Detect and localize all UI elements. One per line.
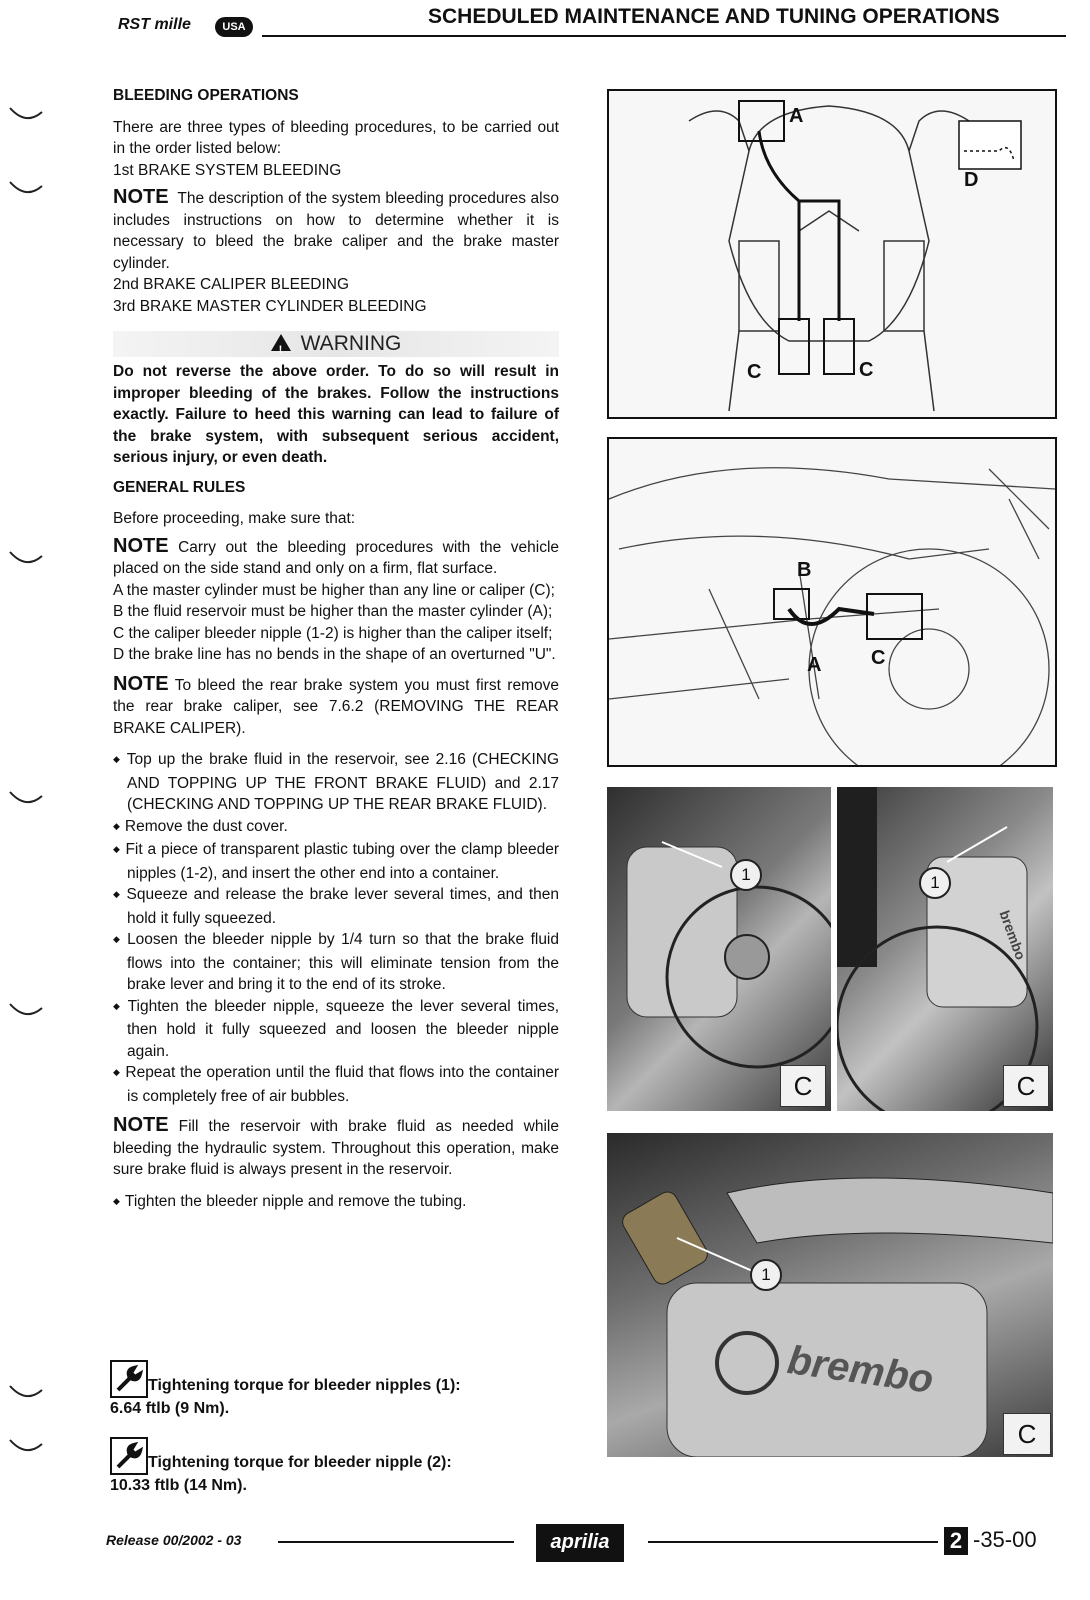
torque-2-value: 10.33 ftlb (14 Nm).: [110, 1477, 247, 1494]
bullet-item: ◆ Repeat the operation until the fluid that flows into the container is completely free of air bubbles.: [113, 1062, 559, 1107]
callout-1: 1: [750, 1259, 782, 1291]
model-name: RST mille: [118, 16, 191, 33]
note-3: [113, 674, 559, 740]
note-1-text: The description of the system bleeding procedures also includes instructions on how to determine whether it is necessary to bleed the brake caliper and the brake master cylinder.: [113, 190, 559, 272]
callout-1: 1: [919, 867, 951, 899]
torque-spec-1: [110, 1360, 560, 1420]
bullet-item: ◆ Top up the brake fluid in the reservoir, see 2.16 (CHECKING AND TOPPING UP THE FRONT BRAKE FLUID) and 2.17 (CHECKING AND TOPPING UP THE REAR BRAKE FLUID).: [113, 749, 559, 816]
text-column: [113, 85, 559, 1214]
label-c: C: [1003, 1065, 1049, 1107]
warning-label: WARNING: [300, 332, 402, 355]
note-4-text: Fill the reservoir with brake fluid as needed while bleeding the hydraulic system. Throughout this operation, make sure brake fluid is always present in the reservoir.: [113, 1118, 559, 1178]
binding-mark: [8, 550, 44, 568]
torque-1-label: Tightening torque for bleeder nipples (1):: [148, 1377, 461, 1394]
front-motorcycle-drawing: [609, 91, 1055, 417]
heading-bleeding-operations: BLEEDING OPERATIONS: [113, 87, 299, 104]
brand-mark: brembo: [996, 908, 1029, 962]
torque-spec-2: [110, 1437, 560, 1497]
torque-1-value: 6.64 ftlb (9 Nm).: [110, 1400, 230, 1417]
label-d: D: [964, 169, 979, 191]
binding-mark: [8, 1002, 44, 1020]
label-c: C: [1003, 1413, 1051, 1455]
binding-mark: [8, 106, 44, 124]
note-4: [113, 1115, 559, 1181]
label-c: C: [780, 1065, 826, 1107]
bullet-item: ◆ Remove the dust cover.: [113, 816, 559, 840]
label-b: B: [797, 559, 812, 581]
wrench-icon: [110, 1360, 148, 1398]
caliper-left-drawing: [607, 787, 831, 1111]
step-1: 1st BRAKE SYSTEM BLEEDING: [113, 161, 342, 179]
wrench-icon: [110, 1437, 148, 1475]
label-a: A: [789, 105, 804, 127]
figure-front-brake-diagram: [607, 89, 1057, 419]
figure-rear-brake-diagram: [607, 437, 1057, 767]
heading-general-rules: GENERAL RULES: [113, 478, 246, 496]
note-label: NOTE: [113, 534, 169, 557]
footer-rule: [648, 1541, 938, 1543]
note-2: [113, 536, 559, 580]
rear-motorcycle-drawing: [609, 439, 1055, 765]
warning-banner: [113, 331, 559, 357]
note-label: NOTE: [113, 186, 169, 208]
note-label: NOTE: [113, 1114, 169, 1136]
bullet-item: ◆ Loosen the bleeder nipple by 1/4 turn so that the brake fluid flows into the container; this will eliminate tension from the brake lever and bring it to the end of its stroke.: [113, 929, 559, 996]
callout-1: 1: [730, 859, 762, 891]
binding-mark: [8, 790, 44, 808]
bullet-item-last: ◆ Tighten the bleeder nipple and remove the tubing.: [113, 1191, 559, 1215]
region-badge: USA: [215, 17, 253, 37]
rule-b: B the fluid reservoir must be higher than the master cylinder (A);: [113, 603, 553, 620]
photo-front-caliper-right: [837, 787, 1053, 1111]
rear-caliper-drawing: [607, 1133, 1053, 1457]
before-proceeding: Before proceeding, make sure that:: [113, 510, 356, 527]
step-3: 3rd BRAKE MASTER CYLINDER BLEEDING: [113, 297, 427, 315]
note-2-text: Carry out the bleeding procedures with the vehicle placed on the side stand and only on a firm, flat surface.: [113, 538, 560, 577]
section-number: 2: [944, 1527, 968, 1555]
note-3-text: To bleed the rear brake system you must first remove the rear brake caliper, see 7.6.2 (REMOVING THE REAR BRAKE CALIPER).: [113, 676, 559, 737]
torque-2-label: Tightening torque for bleeder nipple (2):: [148, 1454, 452, 1471]
page-title: SCHEDULED MAINTENANCE AND TUNING OPERATIONS: [428, 5, 1000, 28]
label-c: C: [871, 647, 886, 669]
bullet-item: ◆ Squeeze and release the brake lever several times, and then hold it fully squeezed.: [113, 884, 559, 929]
bullet-item: ◆ Tighten the bleeder nipple, squeeze the lever several times, then hold it fully squeezed and loosen the bleeder nipple again.: [113, 996, 559, 1063]
photo-rear-caliper: [607, 1133, 1053, 1457]
brand-logo: aprilia: [536, 1524, 624, 1562]
rule-a: A the master cylinder must be higher than any line or caliper (C);: [113, 581, 555, 599]
note-1: [113, 187, 559, 274]
warning-icon: !: [271, 334, 291, 351]
rule-d: D the brake line has no bends in the shape of an overturned "U".: [113, 646, 556, 663]
release-info: Release 00/2002 - 03: [106, 1532, 242, 1548]
brand-mark: brembo: [784, 1338, 937, 1402]
note-label: NOTE: [113, 672, 169, 695]
label-a: A: [807, 654, 822, 676]
binding-mark: [8, 180, 44, 198]
warning-text: Do not reverse the above order. To do so will result in improper bleeding of the brakes. Follow the instructions exactly. Failure to heed this warning can lead to failure of the brake system, with subsequent serious accident, serious injury, or even death.: [113, 363, 559, 466]
footer-rule: [278, 1541, 514, 1543]
step-2: 2nd BRAKE CALIPER BLEEDING: [113, 276, 350, 293]
header-rule: [262, 35, 1066, 37]
bullet-item: ◆ Fit a piece of transparent plastic tubing over the clamp bleeder nipples (1-2), and insert the other end into a container.: [113, 839, 559, 884]
rule-c: C the caliper bleeder nipple (1-2) is higher than the caliper itself;: [113, 624, 553, 642]
photo-front-caliper-left: [607, 787, 831, 1111]
binding-mark: [8, 1384, 44, 1402]
intro-paragraph: There are three types of bleeding procedures, to be carried out in the order listed below:: [113, 118, 559, 157]
page-number: -35-00: [973, 1527, 1037, 1552]
binding-mark: [8, 1438, 44, 1456]
label-c-right: C: [859, 359, 874, 381]
label-c-left: C: [747, 361, 762, 383]
